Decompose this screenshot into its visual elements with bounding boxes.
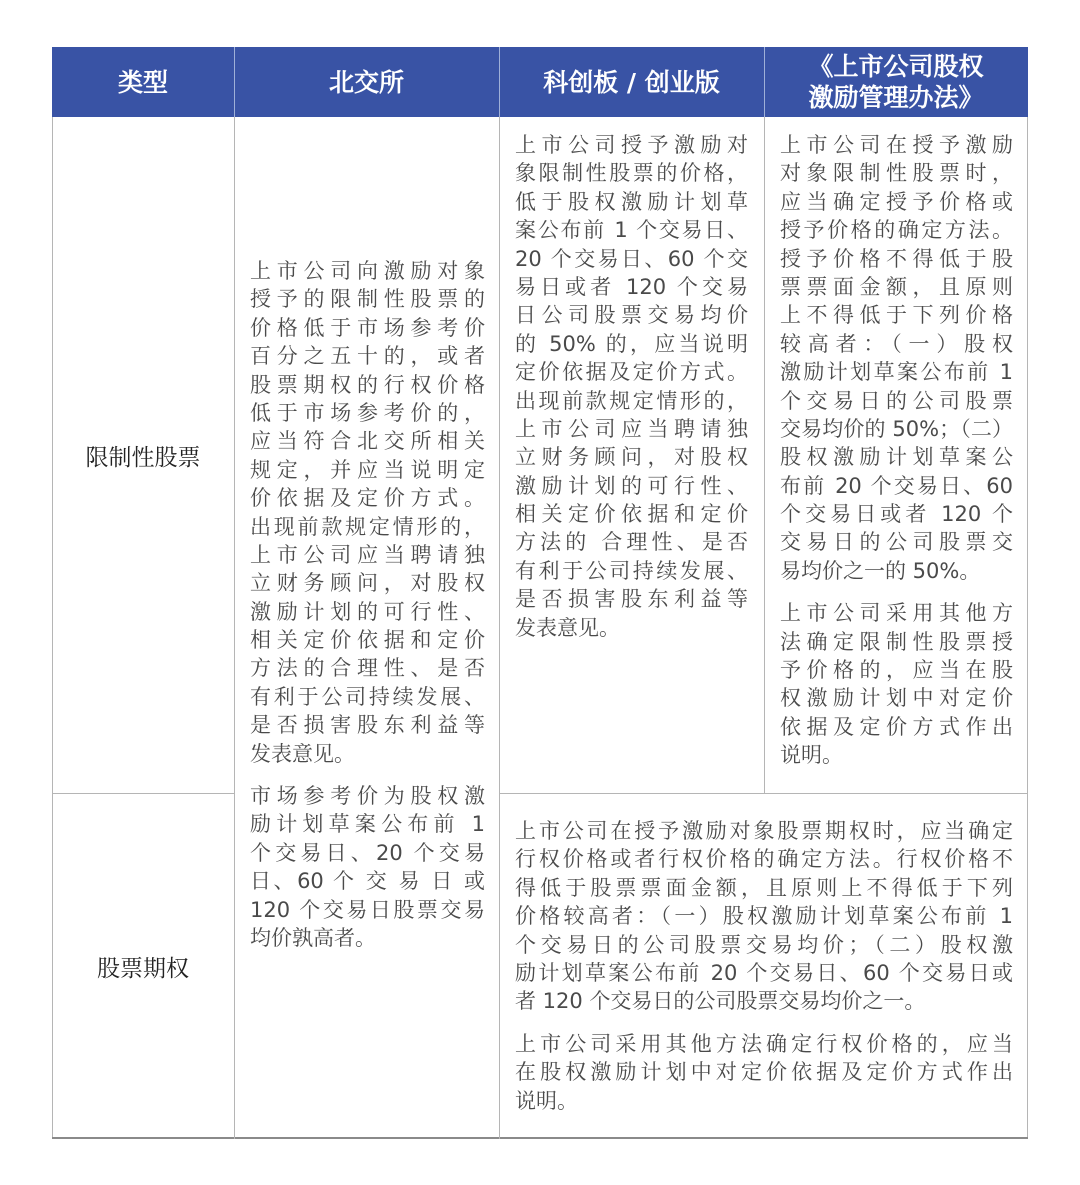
text-line: 股权激励计划草案公 bbox=[780, 445, 1013, 470]
text-line: 120 个交易日股票交易 bbox=[250, 897, 485, 922]
text-line: 案公布前 1 个交易日、 bbox=[515, 218, 748, 243]
text-line: 权激励计划中对定价 bbox=[780, 686, 1013, 711]
text-line: 对象限制性股票时， bbox=[780, 161, 1013, 186]
header-type-label: 类型 bbox=[117, 67, 168, 97]
text-line: 易均价之一的 50%。 bbox=[780, 558, 981, 583]
star-chinext-restricted-cell bbox=[499, 117, 764, 642]
text-line: 均价孰高者。 bbox=[250, 925, 376, 950]
text-line: 授予价格不得低于股 bbox=[780, 246, 1013, 271]
text-line: 在股权激励计划中对定价依据及定价方式作出 bbox=[515, 1060, 1013, 1085]
text-line: 有利于公司持续发展、 bbox=[515, 558, 748, 583]
text-line: 激励计划草案公布前 1 bbox=[780, 360, 1013, 385]
type-restricted-stock-label: 限制性股票 bbox=[85, 444, 201, 471]
text-line: 立财务顾问，对股权 bbox=[250, 571, 485, 596]
text-line: 上市公司在授予激励对象股票期权时，应当确定 bbox=[515, 819, 1013, 843]
text-line: 方法的 合理性、是否 bbox=[515, 530, 748, 555]
text-line: 个交易日或者 120 个 bbox=[780, 502, 1013, 527]
text-line: 授予的限制性股票的 bbox=[250, 287, 485, 312]
header-measures-line2: 激励管理办法》 bbox=[808, 83, 984, 112]
paragraph bbox=[515, 131, 748, 642]
text-line: 日公司股票交易均价 bbox=[515, 303, 748, 328]
text-line: 说明。 bbox=[515, 1088, 578, 1113]
text-line: 20 个交易日、60 个交 bbox=[515, 246, 748, 271]
text-line: 应当符合北交所相关 bbox=[250, 429, 485, 454]
text-line: 上市公司采用其他方 bbox=[780, 601, 1013, 626]
text-line: 上市公司向激励对象 bbox=[250, 259, 485, 283]
header-star-chinext-label: 科创板 / 创业版 bbox=[543, 67, 720, 97]
text-line: 低于市场参考价的， bbox=[250, 400, 485, 425]
text-line: 者 120 个交易日的公司股票交易均价之一。 bbox=[515, 989, 926, 1014]
header-divider bbox=[234, 47, 235, 117]
paragraph bbox=[780, 131, 1013, 585]
text-line: 定价依据及定价方式。 bbox=[515, 360, 748, 385]
text-line: 授予价格的确定方法。 bbox=[780, 218, 1013, 243]
text-line: 的 50% 的，应当说明 bbox=[515, 331, 748, 356]
bse-rules-cell bbox=[234, 117, 499, 952]
header-bse-label: 北交所 bbox=[328, 67, 404, 97]
header-bse bbox=[234, 47, 499, 117]
text-line: 股票期权的行权价格 bbox=[250, 372, 485, 397]
header-measures-line1: 《上市公司股权 bbox=[808, 52, 984, 81]
text-line: 交易日的公司股票交 bbox=[780, 530, 1013, 555]
header-star-chinext bbox=[499, 47, 764, 117]
text-line: 象限制性股票的价格， bbox=[515, 161, 748, 186]
text-line: 低于股权激励计划草 bbox=[515, 189, 748, 214]
text-line: 票票面金额，且原则 bbox=[780, 274, 1013, 299]
paragraph bbox=[250, 257, 485, 768]
text-line: 说明。 bbox=[780, 743, 843, 768]
text-line: 行权价格或者行权价格的确定方法。行权价格不 bbox=[515, 847, 1013, 872]
text-line: 个交易日的公司股票 bbox=[780, 388, 1013, 413]
text-line: 相关定价依据和定价 bbox=[515, 502, 748, 527]
text-line: 上市公司应当聘请独 bbox=[250, 542, 485, 567]
text-line: 立财务顾问，对股权 bbox=[515, 445, 748, 470]
stock-options-rules-cell bbox=[499, 793, 1028, 1115]
measures-restricted-cell bbox=[764, 117, 1028, 770]
text-line: 出现前款规定情形的， bbox=[250, 514, 485, 539]
text-line: 价格较高者：（一）股权激励计划草案公布前 1 bbox=[515, 904, 1013, 929]
paragraph bbox=[515, 817, 1013, 1016]
text-line: 规定，并应当说明定 bbox=[250, 457, 485, 482]
paragraph bbox=[250, 782, 485, 952]
text-line: 上市公司应当聘请独 bbox=[515, 416, 748, 441]
header-divider bbox=[499, 47, 500, 117]
type-stock-options bbox=[52, 793, 234, 1139]
header-measures bbox=[764, 47, 1028, 117]
text-line: 布前 20 个交易日、60 bbox=[780, 473, 1013, 498]
text-line: 相关定价依据和定价 bbox=[250, 628, 485, 653]
text-line: 法确定限制性股票授 bbox=[780, 629, 1013, 654]
paragraph bbox=[515, 1030, 1013, 1115]
text-line: 激励计划的可行性、 bbox=[515, 473, 748, 498]
text-line: 应当确定授予价格或 bbox=[780, 189, 1013, 214]
text-line: 依据及定价方式作出 bbox=[780, 714, 1013, 739]
text-line: 个交易日的公司股票交易均价；（二）股权激 bbox=[515, 932, 1013, 957]
text-line: 励计划草案公布前 20 个交易日、60 个交易日或 bbox=[515, 960, 1013, 985]
text-line: 是否损害股东利益等 bbox=[515, 587, 748, 612]
text-line: 交易均价的 50%；（二） bbox=[780, 416, 1013, 441]
text-line: 上不得低于下列价格 bbox=[780, 303, 1013, 328]
text-line: 励计划草案公布前 1 bbox=[250, 812, 485, 837]
text-line: 得低于股票票面金额，且原则上不得低于下列 bbox=[515, 875, 1013, 900]
text-line: 上市公司采用其他方法确定行权价格的，应当 bbox=[515, 1031, 1013, 1056]
text-line: 上市公司授予激励对 bbox=[515, 133, 748, 157]
text-line: 有利于公司持续发展、 bbox=[250, 684, 485, 709]
text-line: 价依据及定价方式。 bbox=[250, 486, 485, 511]
text-line: 上市公司在授予激励 bbox=[780, 133, 1013, 157]
header-divider bbox=[764, 47, 765, 117]
paragraph bbox=[780, 599, 1013, 769]
text-line: 较高者：（一）股权 bbox=[780, 331, 1013, 356]
text-line: 方法的合理性、是否 bbox=[250, 656, 485, 681]
text-line: 发表意见。 bbox=[515, 615, 620, 640]
text-line: 予价格的，应当在股 bbox=[780, 658, 1013, 683]
type-stock-options-label: 股票期权 bbox=[97, 955, 189, 982]
text-line: 日、60 个 交 易 日 或 bbox=[250, 869, 485, 894]
text-line: 百分之五十的，或者 bbox=[250, 344, 485, 369]
text-line: 是否损害股东利益等 bbox=[250, 713, 485, 738]
text-line: 易日或者 120 个交易 bbox=[515, 274, 748, 299]
comparison-table bbox=[52, 47, 1028, 1139]
header-type bbox=[52, 47, 234, 117]
text-line: 发表意见。 bbox=[250, 741, 355, 766]
text-line: 激励计划的可行性、 bbox=[250, 599, 485, 624]
type-restricted-stock bbox=[52, 117, 234, 793]
text-line: 价格低于市场参考价 bbox=[250, 315, 485, 340]
text-line: 个交易日、20 个交易 bbox=[250, 840, 485, 865]
text-line: 市场参考价为股权激 bbox=[250, 784, 485, 809]
text-line: 出现前款规定情形的， bbox=[515, 388, 748, 413]
